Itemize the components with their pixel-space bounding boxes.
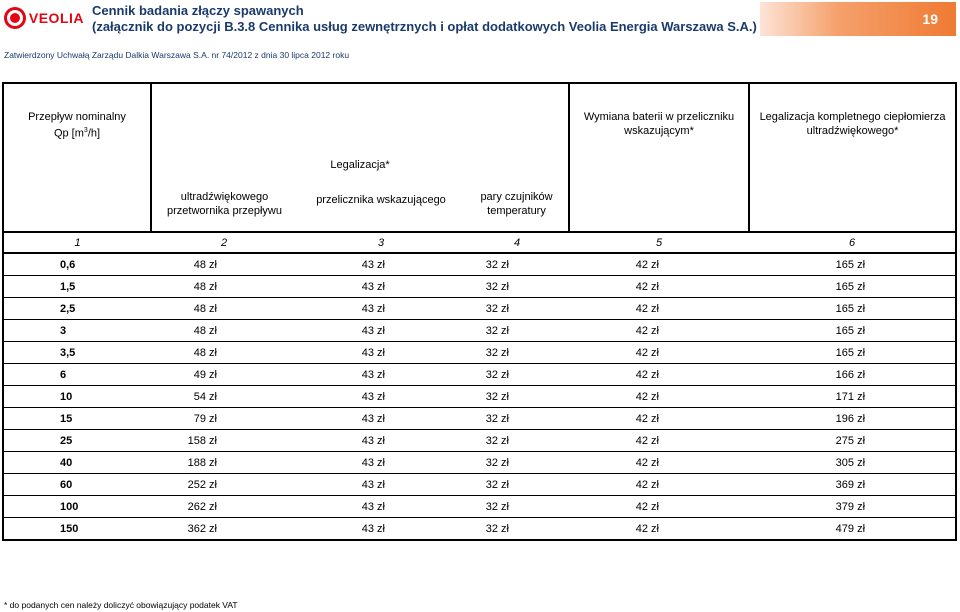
price-cell: 275 zł [749,430,956,452]
price-cell: 305 zł [749,452,956,474]
price-cell: 158 zł [151,430,297,452]
price-cell: 42 zł [569,276,749,298]
price-cell: 43 zł [297,276,465,298]
price-cell: 262 zł [151,496,297,518]
price-cell: 42 zł [569,474,749,496]
price-cell: 166 zł [749,364,956,386]
price-cell: 32 zł [465,298,569,320]
price-cell: 48 zł [151,298,297,320]
price-cell: 42 zł [569,386,749,408]
price-cell: 43 zł [297,452,465,474]
price-cell: 165 zł [749,253,956,276]
header-flow [3,83,151,232]
flow-unit-sup: 3 [83,127,88,134]
flow-cell: 6 [3,364,151,386]
price-cell: 165 zł [749,298,956,320]
price-cell: 252 zł [151,474,297,496]
veolia-logo [4,4,84,32]
page-number: 19 [922,11,938,27]
price-cell: 379 zł [749,496,956,518]
price-cell: 43 zł [297,408,465,430]
price-cell: 79 zł [151,408,297,430]
price-cell: 171 zł [749,386,956,408]
col-num: 1 [3,232,151,253]
col-num: 3 [297,232,465,253]
price-cell: 42 zł [569,518,749,541]
flow-cell: 100 [3,496,151,518]
flow-cell: 60 [3,474,151,496]
price-cell: 42 zł [569,298,749,320]
col-num: 6 [749,232,956,253]
price-cell: 32 zł [465,364,569,386]
table-row [3,298,956,320]
price-cell: 188 zł [151,452,297,474]
header-ultra [151,172,297,232]
header-calc [297,172,465,232]
table-row [3,518,956,541]
price-cell: 42 zł [569,253,749,276]
table-body [3,253,956,540]
price-cell: 32 zł [465,452,569,474]
header-ultra-line2: przetwornika przepływu [167,204,282,217]
price-cell: 479 zł [749,518,956,541]
table-row [3,408,956,430]
price-cell: 32 zł [465,408,569,430]
header-calc-label: przelicznika wskazującego [316,193,446,206]
price-cell: 43 zł [297,430,465,452]
price-cell: 49 zł [151,364,297,386]
flow-cell: 10 [3,386,151,408]
approval-note: Zatwierdzony Uchwałą Zarządu Dalkia Warszawa S.A. nr 74/2012 z dnia 30 lipca 2012 roku [4,50,350,60]
price-cell: 165 zł [749,276,956,298]
flow-cell: 15 [3,408,151,430]
price-cell: 362 zł [151,518,297,541]
flow-cell: 40 [3,452,151,474]
header-battery-line1: Wymiana baterii w przeliczniku [583,111,735,123]
price-cell: 32 zł [465,518,569,541]
header-pair-line1: pary czujników [480,190,553,203]
flow-cell: 2,5 [3,298,151,320]
price-cell: 42 zł [569,408,749,430]
header-complete-line1: Legalizacja kompletnego ciepłomierza [759,111,946,123]
price-cell: 32 zł [465,276,569,298]
price-cell: 48 zł [151,320,297,342]
table-row [3,430,956,452]
col-num: 4 [465,232,569,253]
price-cell: 42 zł [569,320,749,342]
column-number-row [3,232,956,253]
price-cell: 196 zł [749,408,956,430]
table-row [3,253,956,276]
price-cell: 43 zł [297,518,465,541]
price-cell: 165 zł [749,320,956,342]
table-row [3,386,956,408]
header-complete [749,83,956,232]
title-line-2: (załącznik do pozycji B.3.8 Cennika usług zewnętrznych i opłat dodatkowych Veolia Energia Warszawa S.A.) [92,19,757,34]
price-cell: 165 zł [749,342,956,364]
flow-cell: 1,5 [3,276,151,298]
flow-cell: 3 [3,320,151,342]
price-cell: 43 zł [297,298,465,320]
header-flow-line2 [4,124,150,141]
price-cell: 43 zł [297,364,465,386]
price-cell: 43 zł [297,386,465,408]
flow-unit-pre: Qp [m [53,127,84,140]
table-row [3,320,956,342]
page-header [0,0,960,38]
header-legal-group [151,83,569,172]
price-cell: 42 zł [569,342,749,364]
header-pair-line2: temperatury [487,204,546,217]
price-cell: 43 zł [297,474,465,496]
page-banner [760,2,956,36]
table-row [3,452,956,474]
table-row [3,276,956,298]
title-line-1: Cennik badania złączy spawanych [92,3,304,18]
price-cell: 32 zł [465,253,569,276]
price-cell: 369 zł [749,474,956,496]
price-cell: 32 zł [465,496,569,518]
price-cell: 48 zł [151,253,297,276]
col-num: 5 [569,232,749,253]
price-cell: 43 zł [297,496,465,518]
price-cell: 43 zł [297,342,465,364]
veolia-logo-icon [4,7,26,29]
col-num: 2 [151,232,297,253]
header-flow-line1: Przepływ nominalny [28,111,126,123]
price-cell: 42 zł [569,364,749,386]
price-cell: 32 zł [465,320,569,342]
logo-text: VEOLIA [28,10,84,26]
price-cell: 32 zł [465,430,569,452]
header-battery [569,83,749,232]
price-cell: 32 zł [465,386,569,408]
price-cell: 32 zł [465,474,569,496]
price-cell: 54 zł [151,386,297,408]
table-row [3,474,956,496]
flow-cell: 25 [3,430,151,452]
table-row [3,496,956,518]
price-table [2,82,957,541]
table-row [3,342,956,364]
price-cell: 42 zł [569,496,749,518]
flow-unit-post: /h] [87,127,101,140]
price-cell: 32 zł [465,342,569,364]
header-battery-line2: wskazującym* [624,125,694,137]
price-cell: 43 zł [297,253,465,276]
price-cell: 48 zł [151,276,297,298]
flow-cell: 150 [3,518,151,541]
price-cell: 42 zł [569,430,749,452]
flow-cell: 0,6 [3,253,151,276]
price-cell: 42 zł [569,452,749,474]
price-cell: 48 zł [151,342,297,364]
table-row [3,364,956,386]
header-ultra-line1: ultradźwiękowego [180,190,269,203]
header-complete-line2: ultradźwiękowego* [806,125,899,137]
footnote: * do podanych cen należy doliczyć obowiązujący podatek VAT [4,600,238,610]
price-cell: 43 zł [297,320,465,342]
legal-group-label: Legalizacja* [330,159,390,171]
header-pair [465,172,569,232]
document-title [92,3,757,35]
flow-cell: 3,5 [3,342,151,364]
